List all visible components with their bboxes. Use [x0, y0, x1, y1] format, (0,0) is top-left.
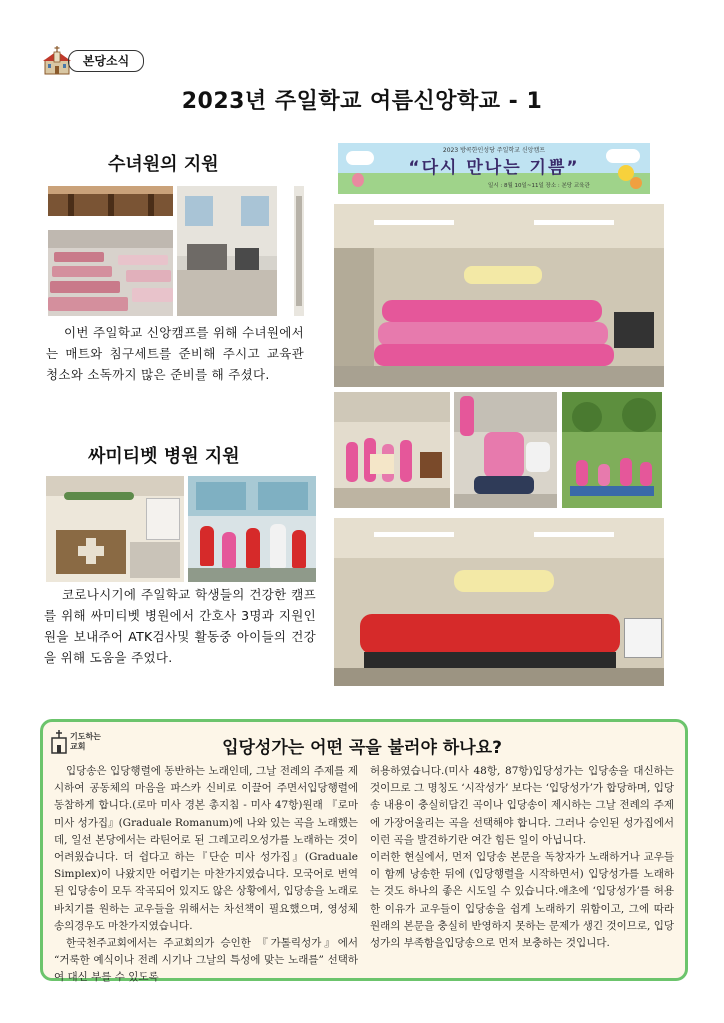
banner-detail-text: 일시 : 8월 10일~11일 장소 : 본당 교육관: [488, 183, 590, 189]
section-tag-label: 본당소식: [68, 50, 144, 72]
banner-main-text: “다시 만나는 기쁨”: [408, 158, 580, 178]
group-photo-stage: [334, 204, 664, 387]
activity-photo-3: [562, 392, 662, 508]
section-tag: [42, 46, 144, 74]
camp-banner: [338, 143, 650, 194]
activity-photo-2: [454, 392, 557, 508]
qa-paragraph: 입당송은 입당행렬에 동반하는 노래인데, 그날 전례의 주제를 제시하여 공동체의 마음을 파스카 신비로 이끌어 주면서입당행렬에 동참하게 합니다.(로마 미사 경본 총지침 - 미사 47항)원래 『로마 미사 성가집』(Graduale Romanum)에 나와 있는 곡을 노래했는데, 일선 본당에서는 라틴어로 된 그레고리오성가를 노래하는 것이 어려웠습니다. 더 쉽다고 하는『단순 미사 성가집』(Graduale Simplex)이 나왔지만 어렵기는 마찬가지였습니다. 모국어로 번역된 입당송이 모두 작곡되어 있지도 않은 상황에서, 입당송을 노래로 바치기를 원하는 교우들을 위해서는 차선책이 필요했으며, 영성체송의경우도 마찬가지였습니다.: [54, 765, 358, 932]
activity-photo-1: [334, 392, 450, 508]
hospital-room-photo: [46, 476, 184, 582]
convent-mats-photo: [48, 230, 173, 316]
qa-title: 입당성가는 어떤 곡을 불러야 하나요?: [222, 738, 502, 758]
convent-heading: 수녀원의 지원: [108, 154, 219, 175]
banner-small-text: 2023 방콕한인성당 주일학교 신앙캠프: [442, 147, 546, 154]
qa-left-column: [54, 763, 358, 987]
qa-paragraph: 한국천주교회에서는 주교회의가 승인한 『가톨릭성가』에서 “거룩한 예식이나 전례 시기나 그날의 특성에 맞는 노래를” 선택하여 대신 부를 수 있도록: [54, 937, 358, 984]
convent-hall-photo: [48, 186, 173, 216]
group-photo-staff: [334, 518, 664, 686]
qa-logo-text: 기도하는 교회: [70, 732, 101, 751]
convent-door-photo: [294, 186, 304, 316]
hospital-text: 코로나시기에 주일학교 학생들의 건강한 캠프를 위해 싸미티벳 병원에서 간호사 3명과 지원인원을 보내주어 ATK검사및 활동중 아이들의 건강을 위해 도움을 주었다.: [44, 587, 316, 665]
hospital-heading: 싸미티벳 병원 지원: [88, 446, 240, 467]
qa-right-column: [370, 763, 674, 952]
convent-classroom-photo: [177, 186, 277, 316]
qa-paragraph: 이러한 현실에서, 먼저 입당송 본문을 독창자가 노래하거나 교우들이 함께 낭송한 뒤에 (입당행렬을 시작하면서) 입당성가를 노래하는 것도 하나의 좋은 시도일 수 있습니다.애초에 ‘입당성가’를 허용한 이유가 교우들이 입당송을 쉽게 노래하기 위함이고, 그에 따라 원래의 본문을 충실히 반영하지 못하는 문제가 생긴 것이므로, 입당성가의 부족함을입당송으로 먼저 보충하는 것입니다.: [370, 851, 674, 950]
qa-paragraph: 허용하였습니다.(미사 48항, 87항)입당성가는 입당송을 대신하는 것이므로 그 명칭도 ‘시작성가’ 보다는 ‘입당성가’가 합당하며, 입당송 내용이 충실히담긴 곡이나 입당송이 제시하는 그날 전례의 주제에 가장어울리는 곡을 선택해야 합니다. 그러나 승인된 성가집에서이런 곡을 발견하기란 여간 힘든 일이 아닙니다.: [370, 765, 674, 846]
hospital-staff-photo: [188, 476, 316, 582]
convent-text: 이번 주일학교 신앙캠프를 위해 수녀원에서는 매트와 침구세트를 준비해 주시고 교육관 청소와 소독까지 많은 준비를 해 주셨다.: [46, 325, 304, 382]
page-title: 2023년 주일학교 여름신앙학교 - 1: [181, 89, 543, 114]
